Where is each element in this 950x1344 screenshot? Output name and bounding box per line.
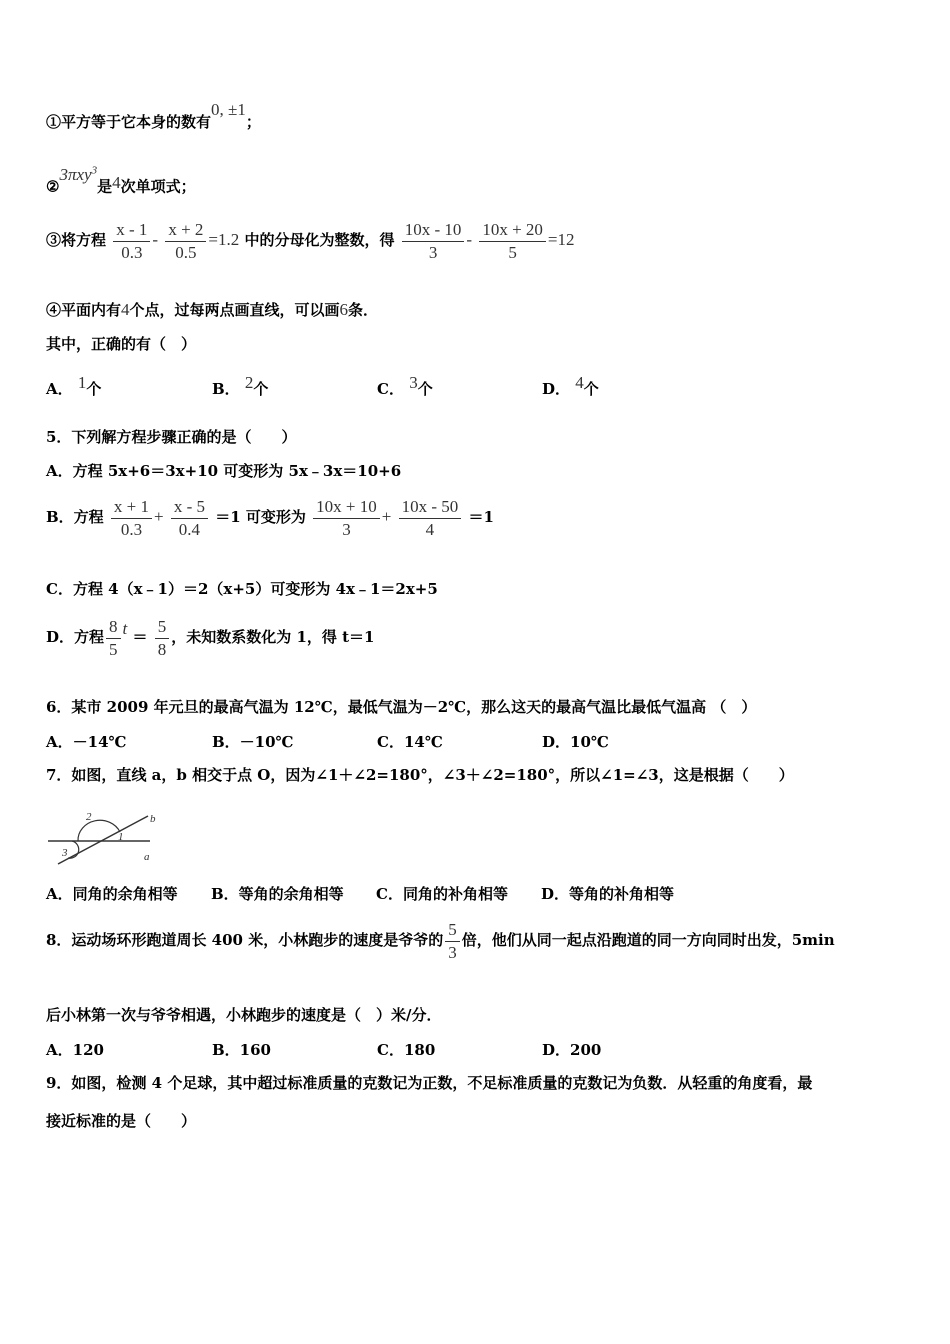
fraction-numerator: 10x + 10 (313, 496, 380, 519)
math-number: 4 (112, 172, 121, 192)
q4-stem: 其中，正确的有（ ） (46, 335, 197, 353)
statement-end: 次单项式； (120, 177, 196, 196)
fraction-numerator: 10x - 50 (399, 496, 462, 519)
q7-figure-angles (44, 806, 164, 868)
q4-statement-3 (46, 218, 575, 264)
operator: - (466, 230, 473, 249)
statement-text: ④平面内有 (46, 301, 122, 319)
statement-text: 条． (348, 301, 379, 319)
math-monomial: 3πxy (59, 164, 92, 184)
statement-end: ； (245, 113, 261, 131)
fraction (313, 496, 380, 541)
q4-option-b[interactable] (212, 373, 269, 399)
equation-rhs: =12 (547, 230, 575, 249)
option-label: C． (377, 380, 404, 398)
q6-option-d[interactable]: D．10℃ (542, 733, 609, 751)
fraction-numerator: 8 (106, 616, 121, 639)
option-text: ，未知数系数化为 1，得 t＝1 (171, 628, 375, 646)
fraction-denominator: 3 (342, 519, 351, 539)
fraction-numerator: x - 1 (113, 219, 150, 242)
fraction-denominator: 3 (448, 942, 457, 962)
option-text: ＝1 (468, 508, 494, 526)
fraction-numerator: x + 2 (165, 219, 206, 242)
q4-option-c[interactable] (377, 373, 433, 399)
line-b (58, 816, 148, 864)
option-number: 3 (409, 373, 418, 392)
q4-statement-1 (46, 100, 261, 132)
fraction (111, 496, 152, 541)
q8-stem-continued: 后小林第一次与爷爷相遇，小林跑步的速度是（ ）米/分． (46, 1006, 442, 1024)
q4-option-d[interactable] (542, 373, 599, 399)
angle-label-1: 1 (118, 831, 124, 843)
option-text: D．方程 (46, 628, 105, 646)
q5-option-c[interactable]: C．方程 4（x﹣1）＝2（x+5）可变形为 4x﹣1＝2x+5 (46, 580, 438, 598)
option-number: 1 (77, 373, 87, 392)
fraction-numerator: 5 (155, 616, 170, 639)
fraction (155, 616, 170, 661)
option-label: A． (46, 380, 73, 398)
q4-statement-2 (46, 164, 196, 197)
q9-stem-continued: 接近标准的是（ ） (46, 1112, 197, 1130)
fraction-numerator: x - 5 (171, 496, 208, 519)
q8-option-b[interactable]: B．160 (212, 1041, 271, 1059)
q5-option-b[interactable] (46, 495, 494, 541)
statement-text: ③将方程 (46, 231, 107, 249)
q7-option-c[interactable]: C．同角的补角相等 (376, 885, 508, 903)
option-number: 2 (244, 373, 254, 392)
math-number: 6 (339, 300, 349, 319)
option-text: B．方程 (46, 508, 104, 526)
fraction (402, 219, 465, 264)
q5-option-a[interactable]: A．方程 5x+6＝3x+10 可变形为 5x﹣3x＝10+6 (46, 462, 402, 480)
fraction-denominator: 4 (425, 519, 435, 539)
option-label: D． (542, 380, 571, 398)
fraction-denominator: 0.3 (120, 519, 143, 539)
q8-option-a[interactable]: A．120 (46, 1041, 104, 1059)
q9-stem: 9．如图，检测 4 个足球，其中超过标准质量的克数记为正数，不足标准质量的克数记为负数．从轻重的角度看，最 (46, 1074, 813, 1092)
fraction-numerator: 5 (445, 919, 460, 942)
q4-option-a[interactable] (46, 373, 102, 399)
statement-text: 是 (97, 177, 113, 196)
operator: - (152, 230, 159, 249)
math-exponent: 3 (91, 164, 98, 176)
fraction (445, 919, 460, 964)
stem-text: 8．运动场环形跑道周长 400 米，小林跑步的速度是爷爷的 (46, 931, 444, 949)
fraction-denominator: 5 (508, 242, 517, 262)
fraction-numerator: 10x - 10 (402, 219, 465, 242)
fraction (479, 219, 546, 264)
math-number: 4 (121, 300, 130, 319)
operator: ＝ (132, 628, 148, 646)
option-unit: 个 (253, 380, 269, 398)
fraction-denominator: 0.3 (121, 242, 143, 262)
statement-text: ①平方等于它本身的数有 (46, 113, 212, 131)
fraction-denominator: 5 (109, 639, 118, 659)
q8-option-d[interactable]: D．200 (542, 1041, 602, 1059)
math-expression: 0, ±1 (211, 100, 246, 119)
q4-statement-4 (46, 300, 378, 320)
q5-stem: 5．下列解方程步骤正确的是（ ） (46, 428, 297, 446)
fraction (399, 496, 462, 541)
statement-marker: ② (46, 177, 60, 196)
operator: + (154, 507, 164, 526)
fraction-numerator: x + 1 (111, 496, 152, 519)
angle-label-2: 2 (86, 811, 92, 823)
option-number: 4 (575, 373, 584, 392)
angle-arc-2 (78, 820, 120, 841)
fraction-denominator: 0.4 (178, 519, 201, 539)
fraction (106, 616, 121, 661)
q7-stem: 7．如图，直线 a，b 相交于点 O，因为∠1＋∠2=180°，∠3＋∠2=180°，所以∠1=∠3，这是根据（ ） (46, 766, 794, 784)
fraction (171, 496, 208, 541)
q6-option-c[interactable]: C．14℃ (377, 733, 443, 751)
q7-option-d[interactable]: D．等角的补角相等 (541, 885, 675, 903)
q8-stem (46, 918, 835, 964)
math-variable: t (122, 619, 128, 638)
q7-option-a[interactable]: A．同角的余角相等 (46, 885, 178, 903)
statement-text: 中的分母化为整数，得 (244, 231, 395, 249)
q6-stem: 6．某市 2009 年元旦的最高气温为 12℃，最低气温为－2℃，那么这天的最高气温比最低气温高 （ ） (46, 698, 757, 716)
option-text: ＝1 可变形为 (215, 508, 306, 526)
q6-option-b[interactable]: B．－10℃ (212, 733, 294, 751)
option-unit: 个 (417, 380, 433, 398)
fraction (165, 219, 206, 264)
math-expression (59, 165, 97, 184)
line-label-b: b (150, 813, 156, 825)
fraction-denominator: 8 (157, 639, 167, 659)
fraction-denominator: 3 (428, 242, 438, 262)
q7-option-b[interactable]: B．等角的余角相等 (211, 885, 344, 903)
fraction (113, 219, 150, 264)
statement-text: 个点，过每两点画直线，可以画 (129, 301, 340, 319)
q5-option-d[interactable] (46, 615, 374, 661)
operator: + (381, 507, 392, 526)
fraction-numerator: 10x + 20 (479, 219, 546, 242)
angle-label-3: 3 (62, 847, 68, 859)
option-unit: 个 (86, 380, 102, 398)
fraction-denominator: 0.5 (175, 242, 197, 262)
option-unit: 个 (583, 380, 599, 398)
stem-text: 倍，他们从同一起点沿跑道的同一方向同时出发，5min (461, 931, 835, 949)
option-label: B． (212, 380, 240, 398)
q6-option-a[interactable]: A．－14℃ (46, 733, 127, 751)
q8-option-c[interactable]: C．180 (377, 1041, 436, 1059)
equation-rhs: =1.2 (208, 230, 240, 249)
line-label-a: a (144, 851, 150, 863)
